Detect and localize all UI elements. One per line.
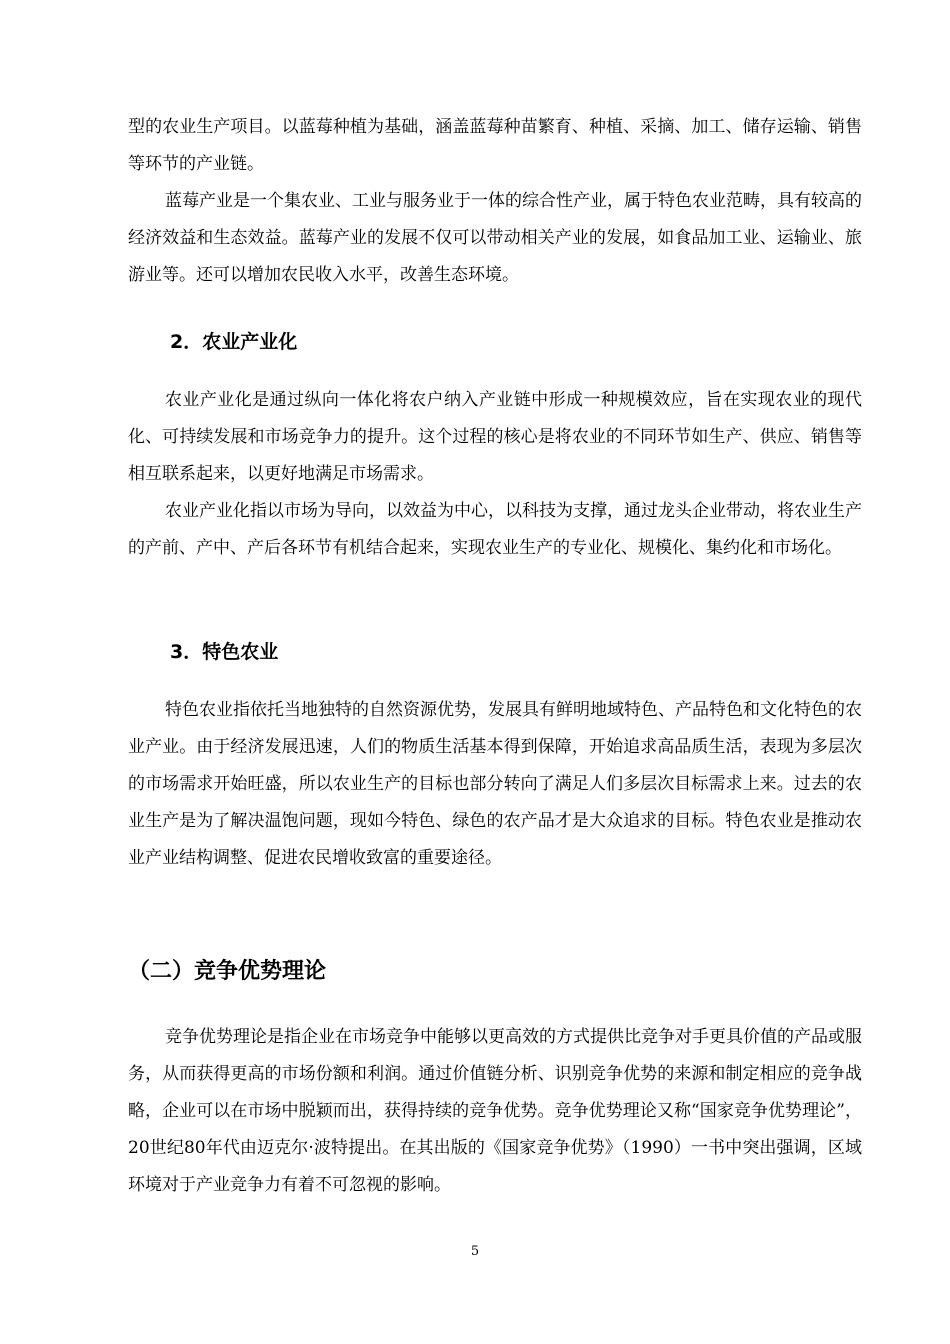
paragraph-industrialization-definition: 农业产业化是通过纵向一体化将农户纳入产业链中形成一种规模效应，旨在实现农业的现代化、可持续发展和市场竞争力的提升。这个过程的核心是将农业的不同环节如生产、供应、销售等相互联系起来，以更好地满足市场需求。 (128, 390, 862, 484)
heading-characteristic-agriculture: 3．特色农业 (170, 641, 279, 663)
paragraph-characteristic-agriculture: 特色农业指依托当地独特的自然资源优势，发展具有鲜明地域特色、产品特色和文化特色的农业产业。由于经济发展迅速，人们的物质生活基本得到保障，开始追求高品质生活，表现为多层次的市场需求开始旺盛，所以农业生产的目标也部分转向了满足人们多层次目标需求上来。过去的农业生产是为了解决温饱问题，现如今特色、绿色的农产品才是大众追求的目标。特色农业是推动农业产业结构调整、促进农民增收致富的重要途径。 (128, 700, 862, 868)
paragraph-blueberry-industry: 蓝莓产业是一个集农业、工业与服务业于一体的综合性产业，属于特色农业范畴，具有较高的经济效益和生态效益。蓝莓产业的发展不仅可以带动相关产业的发展，如食品加工业、运输业、旅游业等。还可以增加农民收入水平，改善生态环境。 (128, 191, 862, 285)
paragraph-industrialization-guidance: 农业产业化指以市场为导向，以效益为中心，以科技为支撑，通过龙头企业带动，将农业生产的产前、产中、产后各环节有机结合起来，实现农业生产的专业化、规模化、集约化和市场化。 (128, 501, 862, 558)
paragraph-competitive-advantage: 竞争优势理论是指企业在市场竞争中能够以更高效的方式提供比竞争对手更具价值的产品或服务，从而获得更高的市场份额和利润。通过价值链分析、识别竞争优势的来源和制定相应的竞争战略，企业可以在市场中脱颖而出，获得持续的竞争优势。竞争优势理论又称“国家竞争优势理论”，20世纪80年代由迈克尔·波特提出。在其出版的《国家竞争优势》（1990）一书中突出强调，区域环境对于产业竞争力有着不可忽视的影响。 (128, 1027, 862, 1195)
paragraph-blueberry-chain: 型的农业生产项目。以蓝莓种植为基础，涵盖蓝莓种苗繁育、种植、采摘、加工、储存运输、销售等环节的产业链。 (128, 117, 862, 174)
page-number: 5 (470, 1244, 480, 1259)
heading-competitive-advantage-theory: （二）竞争优势理论 (128, 959, 327, 984)
heading-agricultural-industrialization: 2．农业产业化 (170, 331, 298, 353)
